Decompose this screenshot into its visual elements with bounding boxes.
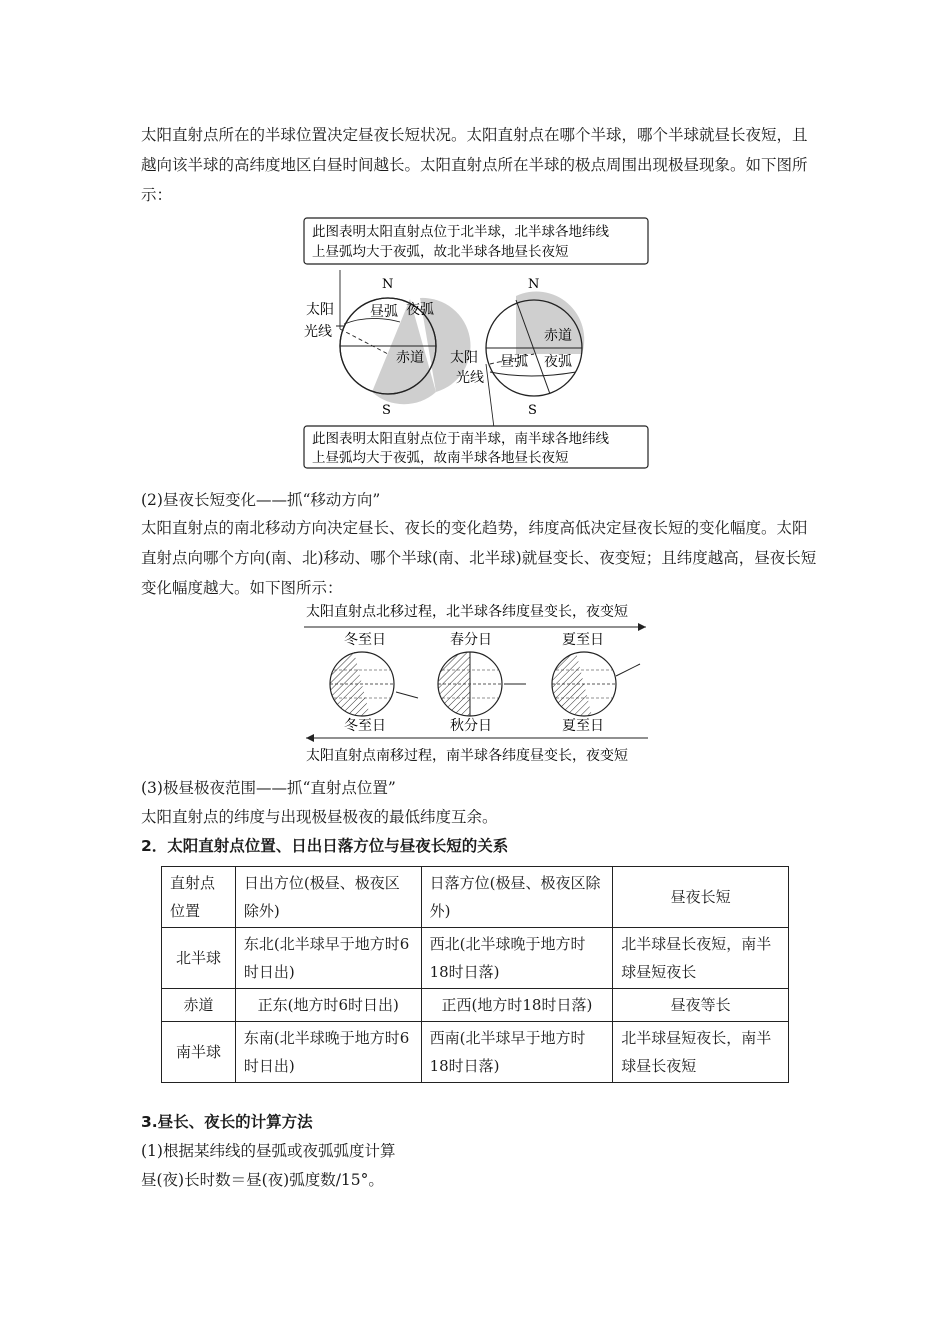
relationship-table <box>161 866 789 1083</box>
header-cell: 日落方位(极昼、极夜区除外) <box>421 867 613 928</box>
bottom-label-summer: 夏至日 <box>562 718 604 734</box>
formula-text: 昼(夜)长时数＝昼(夜)弧度数/15°。 <box>141 1171 384 1189</box>
label-equator-2: 赤道 <box>544 328 572 344</box>
table-cell: 北半球昼短夜长，南半球昼长夜短 <box>613 1022 789 1083</box>
label-sun-1a: 太阳 <box>306 302 334 318</box>
table-cell: 赤道 <box>162 989 236 1022</box>
label-south-1: S <box>382 403 391 418</box>
table-cell: 东南(北半球晚于地方时6时日出) <box>235 1022 421 1083</box>
table-cell: 西北(北半球晚于地方时18时日落) <box>421 928 613 989</box>
table-cell: 正西(地方时18时日落) <box>421 989 613 1022</box>
bottom-label-winter: 冬至日 <box>344 718 386 734</box>
figure-day-night-arcs <box>300 214 652 472</box>
table-cell: 正东(地方时6时日出) <box>235 989 421 1022</box>
label-north-1: N <box>382 277 394 292</box>
table-row <box>162 989 789 1022</box>
bottom-label-autumn: 秋分日 <box>450 718 492 734</box>
table-header-row <box>162 867 789 928</box>
header-cell: 日出方位(极昼、极夜区除外) <box>235 867 421 928</box>
globe-summer <box>552 652 640 716</box>
caption-northward: 太阳直射点北移过程，北半球各纬度昼变长，夜变短 <box>306 604 628 620</box>
section-heading-2: 2．太阳直射点位置、日出日落方位与昼夜长短的关系 <box>141 837 509 855</box>
paragraph-direct-point: 太阳直射点的纬度与出现极昼极夜的最低纬度互余。 <box>141 808 498 826</box>
subheading-arc-calculation: (1)根据某纬线的昼弧或夜弧弧度计算 <box>141 1142 396 1160</box>
label-sun-1b: 光线 <box>304 324 332 340</box>
table-cell: 北半球 <box>162 928 236 989</box>
paragraph-hemisphere-position: 太阳直射点所在的半球位置决定昼夜长短状况。太阳直射点在哪个半球，哪个半球就昼长夜短，且越向该半球的高纬度地区白昼时间越长。太阳直射点所在半球的极点周围出现极昼现象。如下图所示： <box>141 126 808 204</box>
table-cell: 东北(北半球早于地方时6时日出) <box>235 928 421 989</box>
paragraph-movement-direction: 太阳直射点的南北移动方向决定昼长、夜长的变化趋势，纬度高低决定昼夜长短的变化幅度。太阳直射点向哪个方向(南、北)移动、哪个半球(南、北半球)就昼变长、夜变短；且纬度越高，昼夜长短变化幅度越大。如下图所示： <box>141 519 817 597</box>
label-south-2: S <box>528 403 537 418</box>
header-cell: 昼夜长短 <box>613 867 789 928</box>
table-cell: 昼夜等长 <box>613 989 789 1022</box>
label-day-arc-1: 昼弧 <box>370 304 398 320</box>
table-row <box>162 1022 789 1083</box>
top-label-winter: 冬至日 <box>344 632 386 648</box>
table-cell: 南半球 <box>162 1022 236 1083</box>
globe-winter <box>330 652 418 716</box>
caption-southward: 太阳直射点南移过程，南半球各纬度昼变长，夜变短 <box>306 748 628 764</box>
label-sun-2b: 光线 <box>456 370 484 386</box>
table-row <box>162 928 789 989</box>
label-equator-1: 赤道 <box>396 350 424 366</box>
label-night-arc-2: 夜弧 <box>544 354 572 370</box>
header-cell: 直射点位置 <box>162 867 236 928</box>
caption-south-line1: 此图表明太阳直射点位于南半球，南半球各地纬线 <box>312 431 609 447</box>
top-label-spring: 春分日 <box>450 632 492 648</box>
caption-north-line2: 上昼弧均大于夜弧，故北半球各地昼长夜短 <box>312 244 569 260</box>
label-sun-2a: 太阳 <box>450 350 478 366</box>
label-north-2: N <box>528 277 540 292</box>
label-day-arc-2: 昼弧 <box>500 354 528 370</box>
caption-north-line1: 此图表明太阳直射点位于北半球，北半球各地纬线 <box>312 224 609 240</box>
table-cell: 北半球昼长夜短，南半球昼短夜长 <box>613 928 789 989</box>
subheading-movement-direction: (2)昼夜长短变化——抓“移动方向” <box>141 491 381 509</box>
top-label-summer: 夏至日 <box>562 632 604 648</box>
label-night-arc-1: 夜弧 <box>406 302 434 318</box>
table-cell: 西南(北半球早于地方时18时日落) <box>421 1022 613 1083</box>
figure-seasonal-globes <box>300 600 656 766</box>
caption-south-line2: 上昼弧均大于夜弧，故南半球各地昼长夜短 <box>312 450 569 466</box>
subheading-direct-point: (3)极昼极夜范围——抓“直射点位置” <box>141 779 396 797</box>
globe-equinox <box>438 652 526 716</box>
section-heading-3: 3.昼长、夜长的计算方法 <box>141 1113 313 1131</box>
